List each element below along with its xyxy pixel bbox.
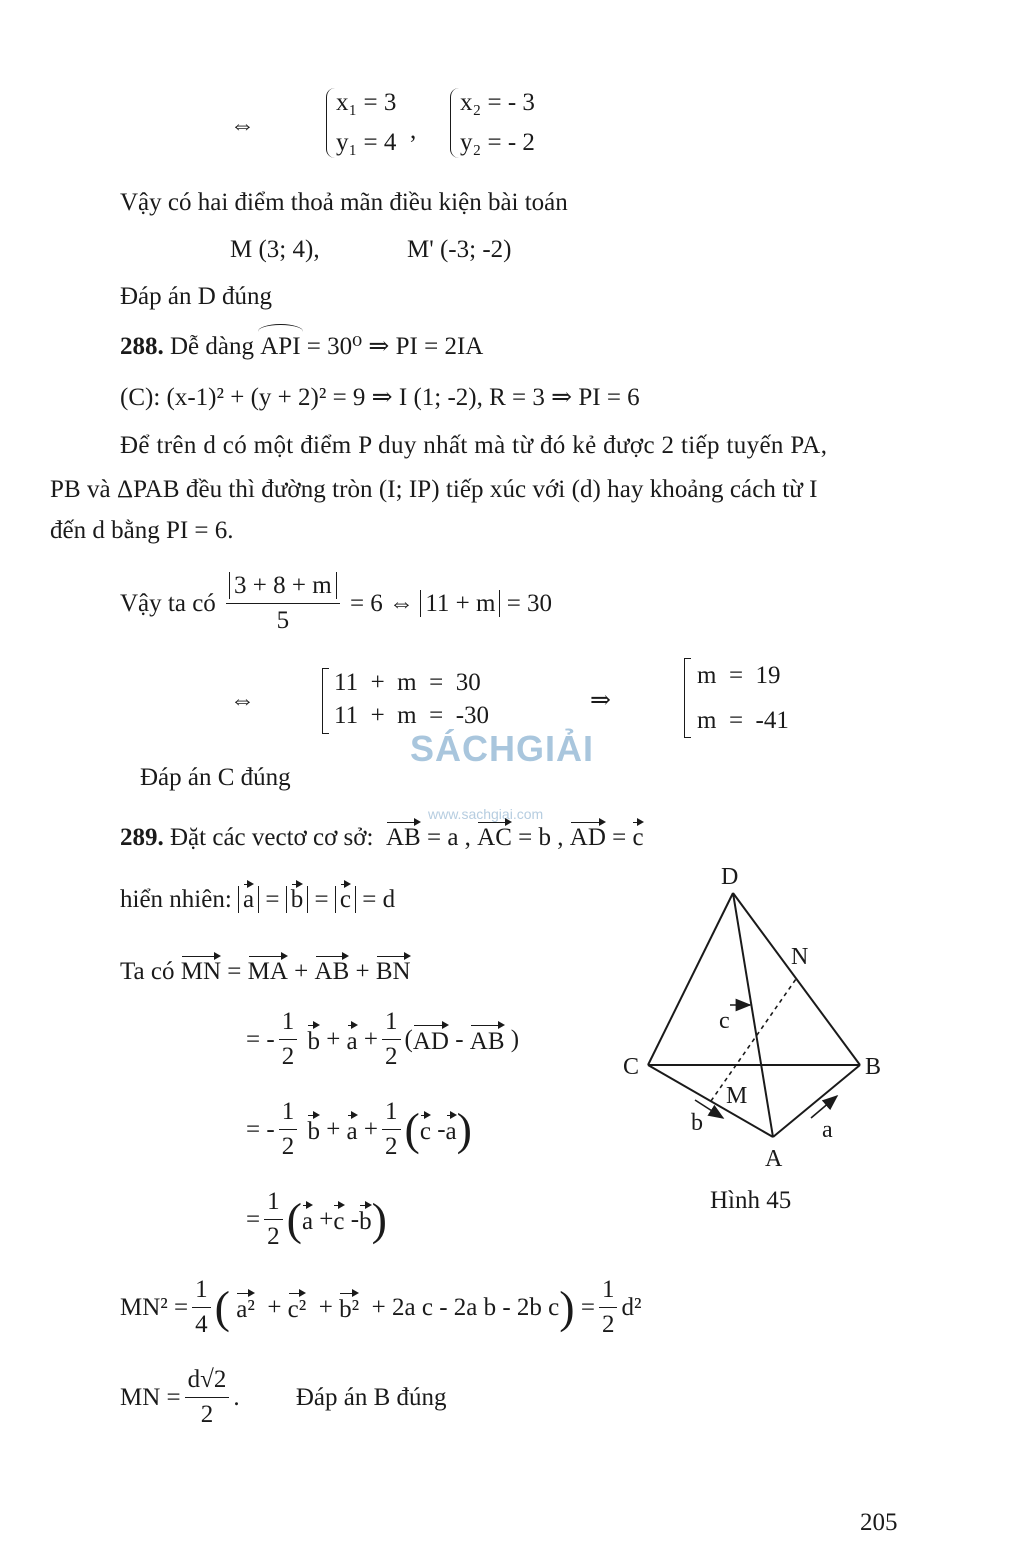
vec-a-label: a	[447, 824, 459, 851]
d-squared: d²	[621, 1294, 642, 1321]
step2-b: b	[307, 1024, 320, 1056]
frac-numerator: 3 + 8 + m	[229, 572, 337, 599]
quarter: $\frac{1}{4}$	[192, 1276, 211, 1340]
vector-a-arrow	[811, 1096, 837, 1118]
problem-288-line1	[120, 334, 483, 359]
eq-end: = 30	[506, 590, 553, 617]
step3-a: a	[347, 1114, 358, 1146]
eq-y2: y₂ = - 2	[460, 129, 535, 156]
edge-ba	[773, 1065, 860, 1137]
vec-c-label: c	[632, 821, 643, 850]
intro-text: Đặt các vectơ cơ sở:	[170, 824, 374, 851]
mn-lhs: MN =	[120, 1384, 181, 1411]
segment-mn	[711, 979, 796, 1101]
step4-b: b	[359, 1204, 372, 1236]
step4-c: c	[333, 1204, 344, 1236]
result-bracket	[684, 658, 691, 738]
term-ab: - 2a b	[439, 1294, 497, 1321]
case-1: 11 + m = 30	[334, 669, 481, 696]
para-line-2: PB và ΔPAB đều thì đường tròn (I; IP) tiếp xúc với (d) hay khoảng cách từ I	[50, 476, 818, 503]
system-brace-1	[326, 88, 335, 158]
answer-d: Đáp án D đúng	[120, 283, 273, 310]
vec-mn: MN	[181, 955, 221, 984]
half-2: $\frac{1}{2}$	[382, 1008, 401, 1072]
distance-equation	[120, 572, 552, 636]
label-n: N	[791, 944, 809, 970]
eq-d: = d	[362, 886, 396, 913]
vay-ta-co: Vậy ta có	[120, 590, 216, 617]
problem-289-line1: 289. Đặt các vectơ cơ sở: AB = a , AC = b , AD = c	[120, 821, 644, 850]
watermark-url: www.sachgiai.com	[428, 806, 544, 822]
implies-symbol: ⇒	[590, 687, 611, 714]
point-m-prime: M' (-3; -2)	[407, 236, 512, 263]
vec-ad: AD	[570, 821, 606, 850]
eq-y1: y₁ = 4	[336, 129, 397, 156]
text-after: = 30⁰ ⇒ PI = 2IA	[306, 333, 484, 360]
term-ac: 2a c	[391, 1294, 433, 1321]
edge-dc	[648, 893, 733, 1065]
a-squared: a²	[236, 1292, 255, 1324]
edge-db	[733, 893, 860, 1065]
label-a: A	[765, 1146, 783, 1172]
half-6: $\frac{1}{2}$	[599, 1276, 618, 1340]
label-d: D	[721, 864, 739, 890]
term-bc: - 2b c	[502, 1294, 560, 1321]
eq-x1: x₁ = 3	[336, 89, 397, 116]
half-4: $\frac{1}{2}$	[382, 1098, 401, 1162]
equiv-symbol-2: ⇔	[230, 687, 255, 714]
para-line-3: đến d bằng PI = 6.	[50, 517, 234, 544]
result-1: m = 19	[697, 662, 781, 689]
system-brace-2	[450, 88, 459, 158]
label-c-vec: c	[719, 1008, 730, 1034]
equiv-symbol: ⇔	[230, 112, 255, 139]
abs-c: c	[340, 883, 351, 912]
mn-squared-line: MN² = $\frac{1}{4}$ ( a² + c² + b² + 2a c - 2a b - 2b c) = $\frac{1}{2}$ d²	[120, 1276, 642, 1338]
vec-ma: MA	[248, 955, 288, 984]
half-1: $\frac{1}{2}$	[279, 1008, 298, 1072]
mn-fraction: $\frac{d√2}{2}$	[185, 1366, 230, 1430]
figure-caption: Hình 45	[710, 1187, 792, 1214]
page-number: 205	[860, 1509, 898, 1536]
eq-x2: x₂ = - 3	[460, 89, 535, 116]
edge-ca	[648, 1065, 773, 1137]
mn2-lhs: MN² =	[120, 1294, 189, 1321]
case-2: 11 + m = -30	[334, 702, 490, 729]
answer-b: Đáp án B đúng	[295, 1384, 447, 1411]
answer-c: Đáp án C đúng	[140, 764, 291, 791]
eq-mid: = 6 ⇔	[349, 590, 415, 617]
ta-co: Ta có	[120, 958, 175, 985]
step2-a: a	[347, 1024, 358, 1056]
hien-nhien: hiển nhiên:	[120, 886, 232, 913]
step-2: = - $\frac{1}{2}$ b + a + $\frac{1}{2}$ (AD - AB )	[246, 1008, 520, 1070]
point-m: M (3; 4),	[230, 236, 320, 263]
vec-ab-2: AB	[315, 955, 350, 984]
step2-ad: AD	[413, 1024, 449, 1056]
case-bracket	[322, 668, 329, 734]
step3-b: b	[307, 1114, 320, 1146]
half-3: $\frac{1}{2}$	[279, 1098, 298, 1162]
abs-a: a	[243, 883, 254, 912]
tetrahedron-figure	[615, 860, 905, 1180]
problem-288-number: 288.	[120, 333, 164, 360]
text-before: Dễ dàng	[170, 333, 254, 360]
result-2: m = -41	[697, 707, 789, 734]
step2-ab: AB	[470, 1024, 505, 1056]
vec-ac: AC	[477, 821, 512, 850]
abs-expression: 11 + m	[420, 590, 500, 617]
label-b-vec: b	[691, 1110, 703, 1136]
b-squared: b²	[339, 1292, 359, 1324]
step3-c: c	[420, 1114, 431, 1146]
vec-bn: BN	[376, 955, 411, 984]
step3-a2: a	[446, 1114, 457, 1146]
conclusion-text: Vậy có hai điểm thoả mãn điều kiện bài toán	[120, 189, 568, 216]
distance-fraction	[226, 572, 340, 636]
half-5: $\frac{1}{2}$	[264, 1188, 283, 1252]
frac-denominator: 5	[276, 606, 290, 634]
c-squared: c²	[288, 1292, 307, 1324]
mn-result-line: MN = $\frac{d√2}{2}$ . Đáp án B đúng	[120, 1366, 447, 1428]
step-4: = $\frac{1}{2}$ (a +c -b)	[246, 1188, 387, 1250]
problem-289-number: 289.	[120, 824, 164, 851]
label-m: M	[726, 1083, 748, 1109]
label-b: B	[865, 1054, 882, 1080]
vec-b-label: b	[538, 824, 552, 851]
circle-line: (C): (x-1)² + (y + 2)² = 9 ⇒ I (1; -2), R = 3 ⇒ PI = 6	[120, 384, 640, 411]
para-line-1: Để trên d có một điểm P duy nhất mà từ đó kẻ được 2 tiếp tuyến PA,	[120, 432, 828, 459]
abs-b: b	[291, 883, 304, 912]
step-3: = - $\frac{1}{2}$ b + a + $\frac{1}{2}$ (c -a)	[246, 1098, 472, 1160]
comma: ,	[410, 117, 417, 144]
watermark-logo: SÁCHGIẢI	[410, 728, 595, 769]
angle-api: API	[260, 333, 301, 360]
vec-ab: AB	[386, 821, 421, 850]
label-c: C	[623, 1054, 640, 1080]
hien-nhien-line: hiển nhiên: a = b = c = d	[120, 883, 395, 912]
step4-a: a	[302, 1204, 313, 1236]
label-a-vec: a	[822, 1117, 833, 1143]
ta-co-line: Ta có MN = MA + AB + BN	[120, 955, 411, 984]
